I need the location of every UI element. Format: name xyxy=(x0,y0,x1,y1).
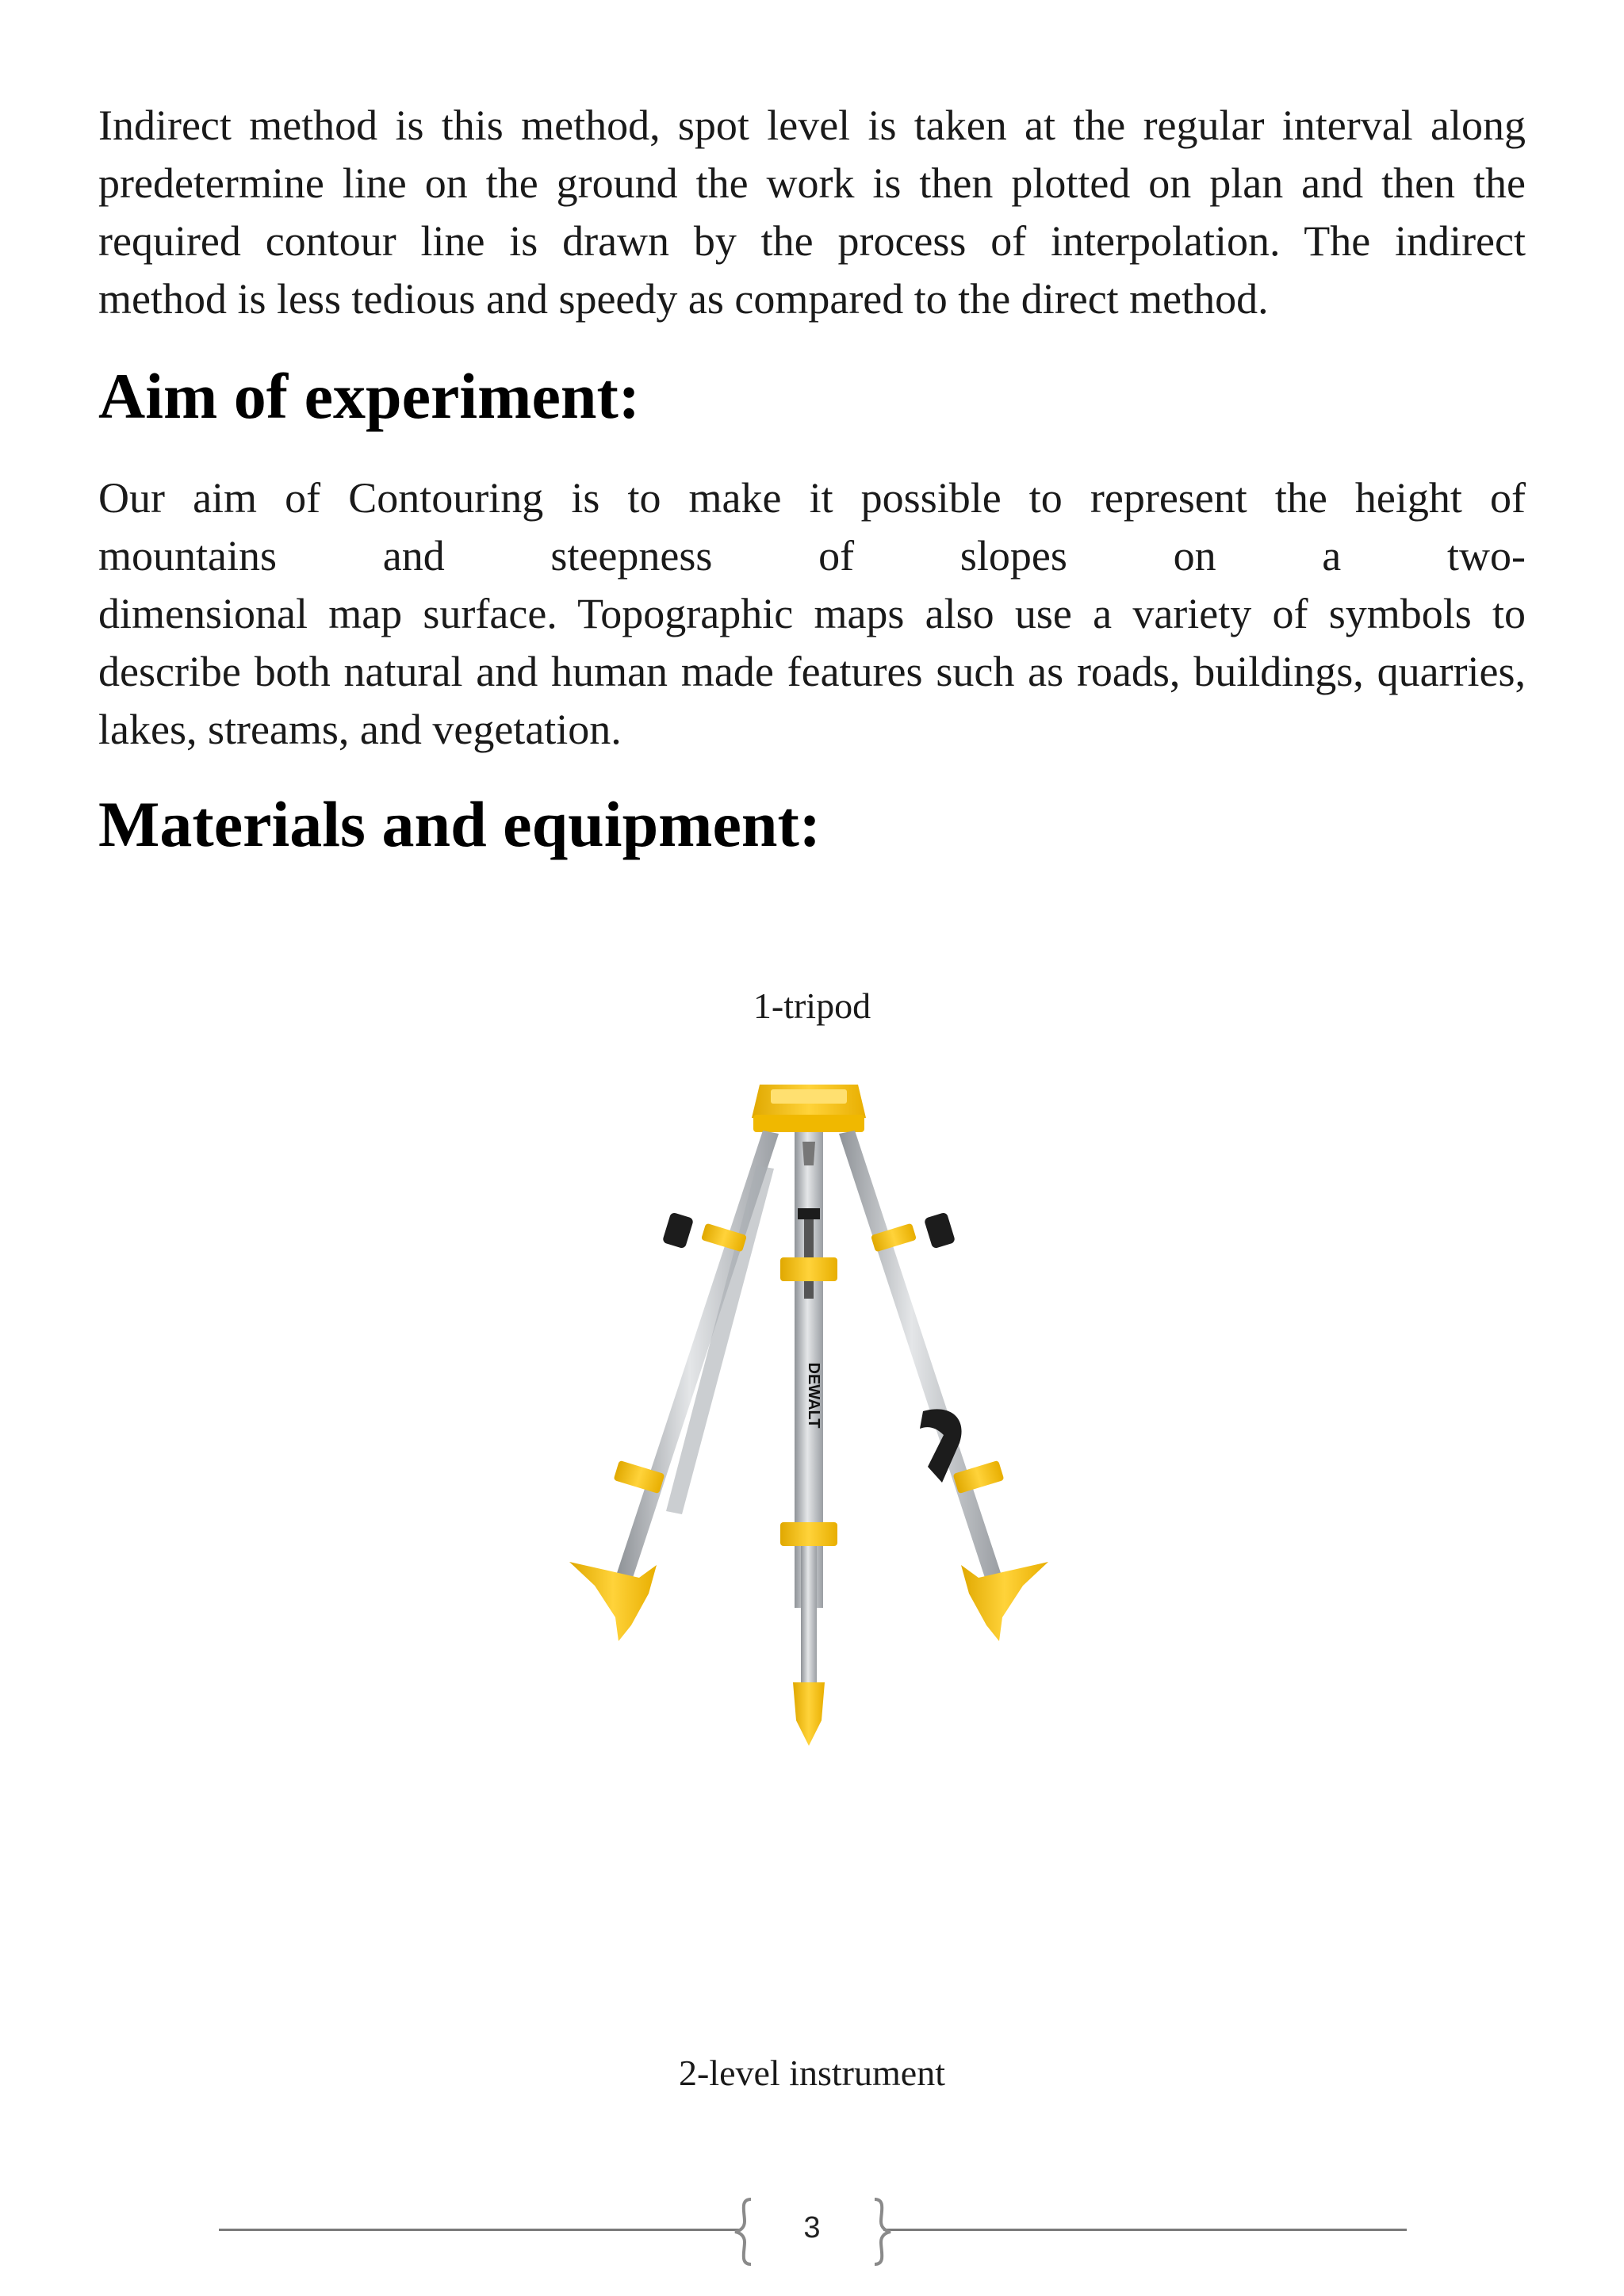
page-number: 3 xyxy=(803,2211,821,2244)
materials-heading: Materials and equipment: xyxy=(98,788,822,860)
footer-rule-right xyxy=(883,2229,1407,2231)
tripod-caption: 1-tripod xyxy=(753,985,871,1026)
intro-line-2: predetermine line on the ground the work is then plotted on plan and then the xyxy=(98,159,1526,207)
aim-line-5: lakes, streams, and vegetation. xyxy=(98,706,622,753)
intro-paragraph xyxy=(98,97,1526,328)
aim-line-3: dimensional map surface. Topographic maps also use a variety of symbols to xyxy=(98,590,1526,637)
aim-paragraph xyxy=(98,469,1526,759)
tripod-image xyxy=(555,1070,1063,1768)
level-instrument-caption: 2-level instrument xyxy=(679,2053,945,2093)
aim-line-2: mountains and steepness of slopes on a two- xyxy=(98,532,1526,580)
aim-line-4: describe both natural and human made features such as roads, buildings, quarries, xyxy=(98,648,1526,695)
intro-line-3: required contour line is drawn by the process of interpolation. The indirect xyxy=(98,217,1526,265)
aim-line-1: Our aim of Contouring is to make it possible to represent the height of xyxy=(98,474,1526,522)
intro-line-4: method is less tedious and speedy as compared to the direct method. xyxy=(98,275,1269,323)
aim-heading: Aim of experiment: xyxy=(98,360,641,432)
tripod-brand-label: DEWALT xyxy=(805,1362,822,1429)
intro-line-1: Indirect method is this method, spot level is taken at the regular interval along xyxy=(98,101,1526,149)
footer-rule-left xyxy=(219,2229,741,2231)
